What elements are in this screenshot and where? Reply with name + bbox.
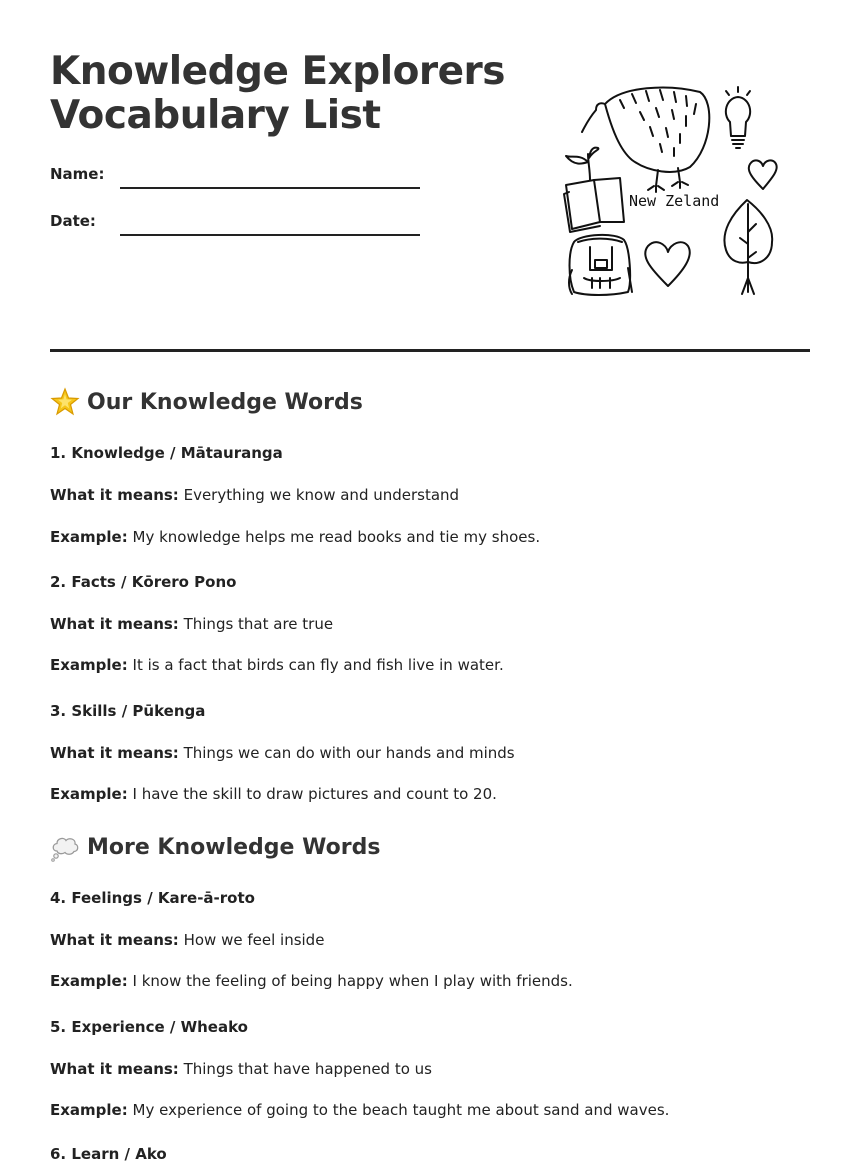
illustration-caption: New Zeland xyxy=(629,192,720,210)
section-heading-text: More Knowledge Words xyxy=(87,834,381,860)
backpack-icon xyxy=(569,235,632,295)
word-title-skills: 3. Skills / Pūkenga xyxy=(50,702,206,720)
date-input-line[interactable] xyxy=(120,234,420,236)
new-zealand-illustration xyxy=(560,82,790,302)
word-meaning xyxy=(50,744,515,762)
thought-bubble-icon xyxy=(50,832,80,862)
example-text: My experience of going to the beach taught me about sand and waves. xyxy=(132,1101,670,1119)
word-example xyxy=(50,785,497,803)
word-meaning xyxy=(50,615,333,633)
book-icon xyxy=(564,148,624,232)
title-line-2: Vocabulary List xyxy=(50,93,381,138)
title-line-1: Knowledge Explorers xyxy=(50,49,505,94)
word-meaning xyxy=(50,1060,432,1078)
meaning-text: Everything we know and understand xyxy=(183,486,460,504)
name-input-line[interactable] xyxy=(120,187,420,189)
date-label: Date: xyxy=(50,212,96,230)
page-title xyxy=(50,50,505,138)
example-label: Example: xyxy=(50,785,128,803)
small-heart-icon xyxy=(749,160,777,189)
tree-icon xyxy=(724,200,772,294)
word-example xyxy=(50,972,573,990)
word-title-facts: 2. Facts / Kōrero Pono xyxy=(50,573,237,591)
heart-icon xyxy=(645,242,690,286)
example-label: Example: xyxy=(50,528,128,546)
section-heading-more-knowledge-words xyxy=(50,832,380,862)
example-text: It is a fact that birds can fly and fish live in water. xyxy=(132,656,504,674)
example-text: I know the feeling of being happy when I play with friends. xyxy=(132,972,573,990)
star-icon xyxy=(50,387,80,417)
name-label: Name: xyxy=(50,165,105,183)
word-meaning xyxy=(50,931,324,949)
word-example xyxy=(50,528,540,546)
example-label: Example: xyxy=(50,656,128,674)
light-bulb-icon xyxy=(726,87,750,148)
example-text: My knowledge helps me read books and tie my shoes. xyxy=(132,528,541,546)
section-heading-text: Our Knowledge Words xyxy=(87,389,363,415)
means-label: What it means: xyxy=(50,744,179,762)
example-text: I have the skill to draw pictures and count to 20. xyxy=(132,785,497,803)
word-title-learn: 6. Learn / Ako xyxy=(50,1145,167,1163)
word-title-knowledge: 1. Knowledge / Mātauranga xyxy=(50,444,283,462)
section-heading-our-knowledge-words xyxy=(50,387,363,417)
word-example xyxy=(50,656,504,674)
kiwi-icon xyxy=(582,88,709,192)
word-meaning xyxy=(50,486,459,504)
meaning-text: Things we can do with our hands and minds xyxy=(183,744,515,762)
example-label: Example: xyxy=(50,972,128,990)
meaning-text: Things that are true xyxy=(183,615,334,633)
word-title-experience: 5. Experience / Wheako xyxy=(50,1018,248,1036)
word-title-feelings: 4. Feelings / Kare-ā-roto xyxy=(50,889,255,907)
header-divider xyxy=(50,349,810,352)
means-label: What it means: xyxy=(50,615,179,633)
meaning-text: Things that have happened to us xyxy=(183,1060,432,1078)
means-label: What it means: xyxy=(50,1060,179,1078)
meaning-text: How we feel inside xyxy=(183,931,325,949)
word-example xyxy=(50,1101,669,1119)
means-label: What it means: xyxy=(50,486,179,504)
example-label: Example: xyxy=(50,1101,128,1119)
means-label: What it means: xyxy=(50,931,179,949)
